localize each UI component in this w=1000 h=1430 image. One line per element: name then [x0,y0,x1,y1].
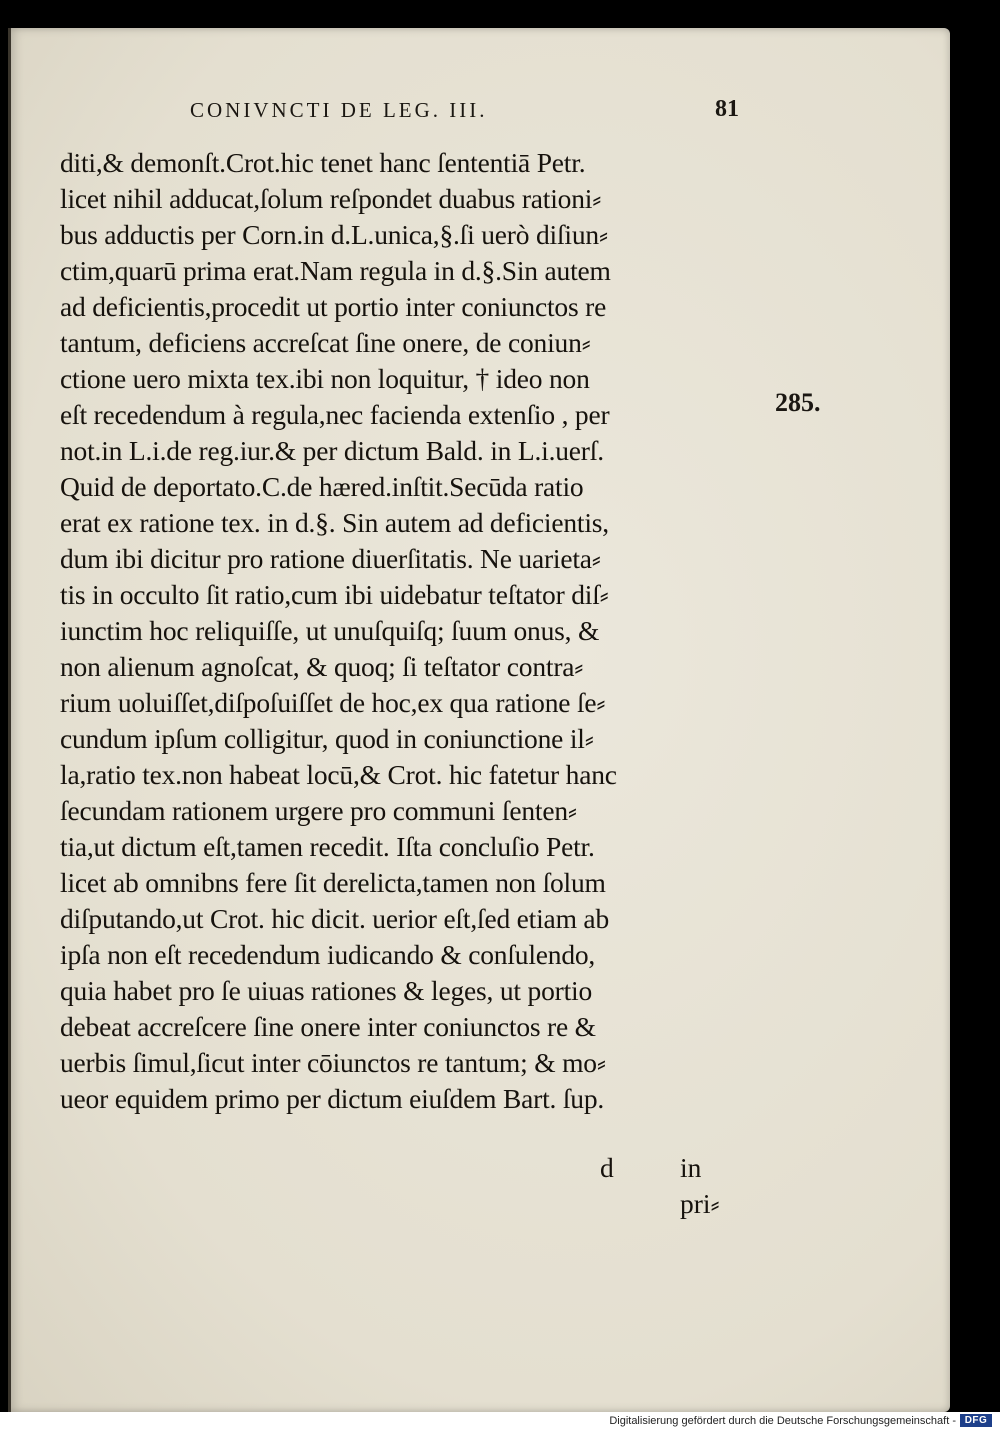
text-line: erat ex ratione tex. in d.§. Sin autem ad deficientis, [60,507,609,538]
text-line: not.in L.i.de reg.iur.& per dictum Bald. in L.i.uerſ. [60,435,604,466]
text-line: iunctim hoc reliquiſſe, ut unuſquiſq; ſuum onus, & [60,615,600,646]
text-line: ctione uero mixta tex.ibi non loquitur, † ideo non [60,363,590,394]
running-head: CONIVNCTI DE LEG. III. [190,98,488,122]
folio-number: 81 [715,96,739,122]
text-line: diſputando,ut Crot. hic dicit. uerior eſt,ſed etiam ab [60,903,609,934]
text-line: rium uoluiſſet,diſpoſuiſſet de hoc,ex qua ratione ſe⸗ [60,687,606,718]
text-line: dum ibi dicitur pro ratione diuerſitatis. Ne uarieta⸗ [60,543,601,574]
text-line: diti,& demonſt.Crot.hic tenet hanc ſententiā Petr. [60,147,586,178]
text-line: la,ratio tex.non habeat locū,& Crot. hic fatetur hanc [60,759,617,790]
text-line: ipſa non eſt recedendum iudicando & conſulendo, [60,939,596,970]
text-line: ſecundam rationem urgere pro communi ſenten⸗ [60,795,577,826]
binding-gutter [8,28,11,1412]
text-line: debeat accreſcere ſine onere inter coniunctos re & [60,1011,596,1042]
text-line: tantum, deficiens accreſcat ſine onere, de coniun⸗ [60,327,591,358]
text-line: non alienum agnoſcat, & quoq; ſi teſtator contra⸗ [60,651,584,682]
text-line: licet nihil adducat,ſolum reſpondet duabus rationi⸗ [60,183,602,214]
text-line: quia habet pro ſe uiuas rationes & leges, ut portio [60,975,593,1006]
text-line: ueor equidem primo per dictum eiuſdem Bart. ſup. [60,1083,605,1114]
catchword: in pri⸗ [680,1152,720,1219]
margin-note: 285. [775,388,821,417]
text-line: tis in occulto ſit ratio,cum ibi uidebatur teſtator diſ⸗ [60,579,609,610]
catch-line [60,1150,740,1219]
text-line: ctim,quarū prima erat.Nam regula in d.§.Sin autem [60,255,611,286]
text-line: cundum ipſum colligitur, quod in coniunctione il⸗ [60,723,594,754]
text-line: uerbis ſimul,ſicut inter cōiunctos re tantum; & mo⸗ [60,1047,606,1078]
text-line: licet ab omnibns fere ſit derelicta,tamen non ſolum [60,867,606,898]
funding-credit: Digitalisierung gefördert durch die Deutsche Forschungsgemeinschaft - [609,1415,956,1427]
text-line: eſt recedendum à regula,nec facienda extenſio , per [60,399,610,430]
signature-mark: d [600,1152,614,1183]
dfg-logo-icon: DFG [960,1414,992,1427]
text-line: tia,ut dictum eſt,tamen recedit. Iſta concluſio Petr. [60,831,595,862]
body-text [60,145,740,1117]
text-line: bus adductis per Corn.in d.L.unica,§.ſi uerò diſiun⸗ [60,219,608,250]
text-line: ad deficientis,procedit ut portio inter coniunctos re [60,291,607,322]
text-line: Quid de deportato.C.de hæred.inſtit.Secūda ratio [60,471,584,502]
